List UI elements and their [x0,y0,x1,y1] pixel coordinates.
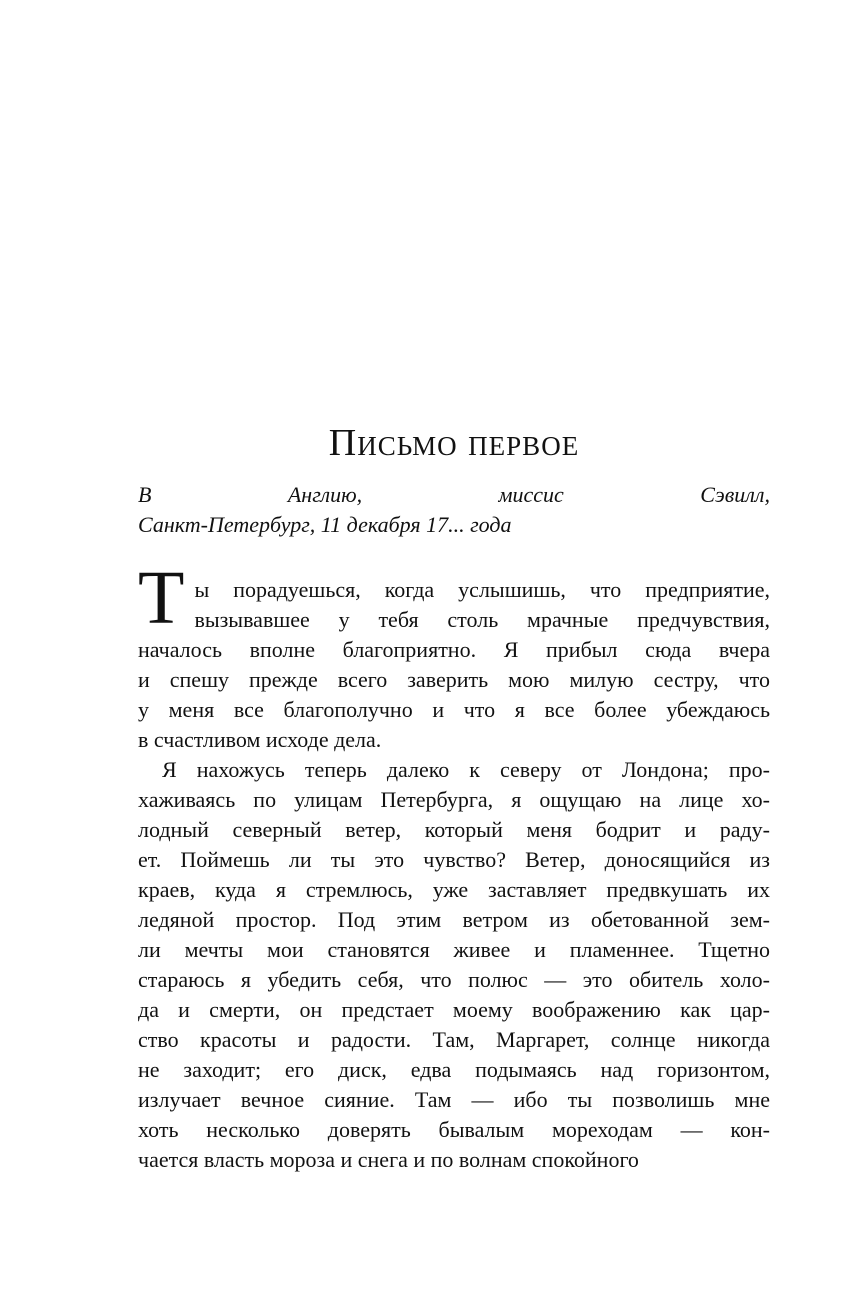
text-line: ет. Поймешь ли ты это чувство? Ветер, доносящийся из [138,847,770,872]
text-line: ли мечты мои становятся живее и пламеннее. Тщетно [138,937,770,962]
text-line: у меня все благополучно и что я все более убеждаюсь [138,697,770,722]
text-line: Я нахожусь теперь далеко к северу от Лондона; про- [162,757,770,782]
paragraph-lines [138,575,770,755]
chapter-title: Письмо первое [328,422,580,464]
text-line: не заходит; его диск, едва подымаясь над горизонтом, [138,1057,770,1082]
text-column [138,0,770,1311]
text-line: и спешу прежде всего заверить мою милую сестру, что [138,667,770,692]
paragraph-opening [138,556,770,755]
letter-body [138,556,770,1175]
text-line: лодный северный ветер, который меня бодрит и раду- [138,817,770,842]
paragraph-second [138,755,770,1175]
text-line: ы порадуешься, когда услышишь, что предприятие, [194,577,770,602]
text-line: Санкт-Петербург, 11 декабря 17... года [138,512,512,537]
text-line: да и смерти, он предстает моему воображению как цар- [138,997,770,1022]
text-line: началось вполне благоприятно. Я прибыл сюда вчера [138,637,770,662]
text-line: В Англию, миссис Сэвилл, [138,482,770,507]
text-line: излучает вечное сияние. Там — ибо ты позволишь мне [138,1087,770,1112]
text-line: вызывавшее у тебя столь мрачные предчувствия, [194,607,770,632]
text-line: ледяной простор. Под этим ветром из обетованной зем- [138,907,770,932]
text-line: хоть несколько доверять бывалым мореходам — кон- [138,1117,770,1142]
text-line: ство красоты и радости. Там, Маргарет, солнце никогда [138,1027,770,1052]
text-line: стараюсь я убедить себя, что полюс — это обитель холо- [138,967,770,992]
letter-address-block [138,480,770,540]
text-line: чается власть мороза и снега и по волнам спокойного [138,1147,639,1172]
text-line: хаживаясь по улицам Петербурга, я ощущаю на лице хо- [138,787,770,812]
text-line: в счастливом исходе дела. [138,727,382,752]
drop-cap: Т [138,556,185,640]
text-line: краев, куда я стремлюсь, уже заставляет предвкушать их [138,877,770,902]
